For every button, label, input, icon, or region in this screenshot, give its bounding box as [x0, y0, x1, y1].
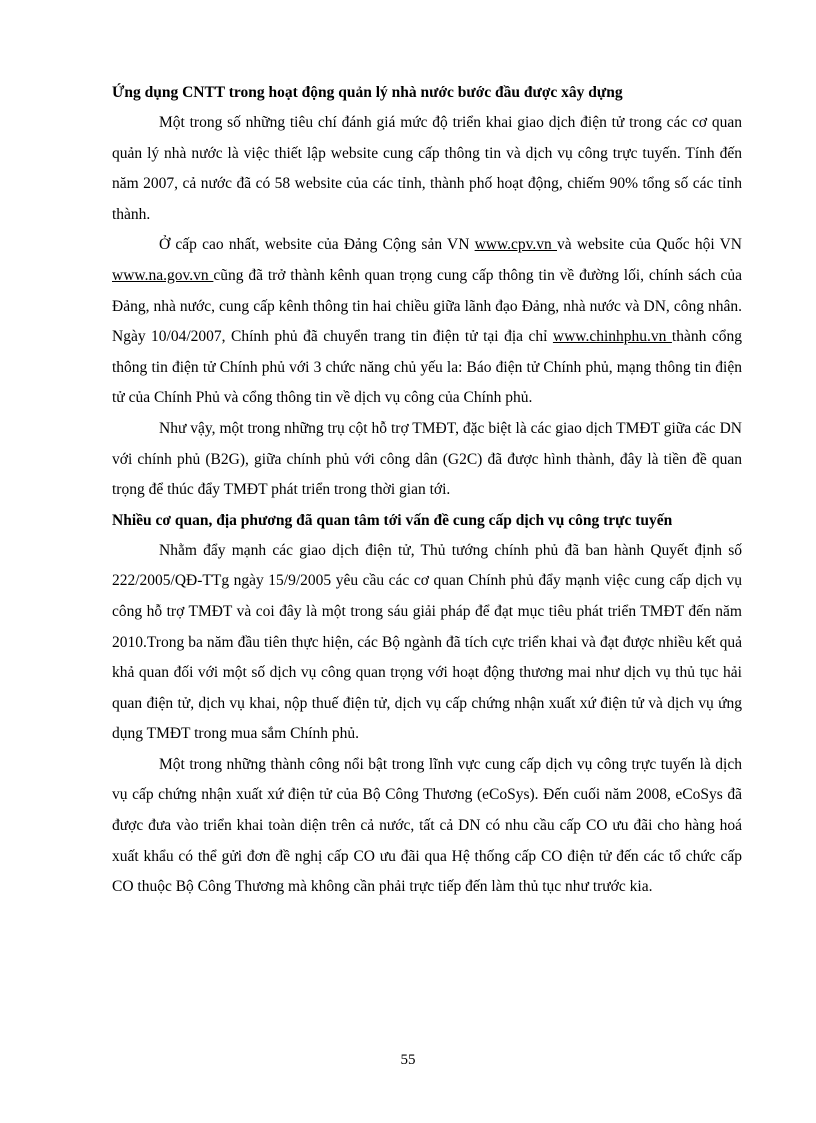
text-segment: thành cổng thông tin điện tử Chính phủ với 3 chức năng chủ yếu la: Báo điện tử Chính phủ, mạng thông tin điện tử của Chính Phủ và cổng thông tin về dịch vụ công của Chính phủ.	[112, 328, 742, 407]
text-segment: Ở cấp cao nhất, website của Đảng Cộng sản VN	[159, 236, 475, 254]
paragraph-ecosys: Một trong những thành công nổi bật trong lĩnh vực cung cấp dịch vụ công trực tuyến là dịch vụ cấp chứng nhận xuất xứ điện tử của Bộ Công Thương (eCoSys). Đến cuối năm 2008, eCoSys đã được đưa vào triển khai toàn diện trên cả nước, tất cả DN có nhu cầu cấp CO ưu đãi cho hàng hoá xuất khẩu có thể gửi đơn đề nghị cấp CO ưu đãi qua Hệ thống cấp CO điện tử đến các tổ chức cấp CO thuộc Bộ Công Thương mà không cần phải trực tiếp đến làm thủ tục như trước kia.	[112, 755, 742, 896]
section-heading-public-services: Nhiều cơ quan, địa phương đã quan tâm tới vấn đề cung cấp dịch vụ công trực tuyến	[112, 511, 673, 529]
text-segment: và website của Quốc hội VN	[557, 236, 742, 254]
paragraph-websites: Một trong số những tiêu chí đánh giá mức độ triển khai giao dịch điện tử trong các cơ quan quản lý nhà nước là việc thiết lập website cung cấp thông tin và dịch vụ công trực tuyến. Tính đến năm 2007, cả nước đã có 58 website của các tỉnh, thành phố hoạt động, chiếm 90% tổng số các tỉnh thành.	[112, 114, 742, 223]
document-body	[112, 78, 742, 903]
link-cpv[interactable]: www.cpv.vn	[474, 236, 557, 254]
link-na-gov[interactable]: www.na.gov.vn	[112, 266, 214, 284]
section-heading-it-application: Ứng dụng CNTT trong hoạt động quản lý nhà nước bước đầu được xây dựng	[112, 84, 623, 101]
text-segment: cũng đã trở thành kênh quan trọng cung cấp thông tin về đường lối, chính sách của Đảng, nhà nước, cung cấp kênh thông tin hai chiều giữa lãnh đạo Đảng, nhà nước và DN, công nhân. Ngày 10/04/2007, Chính phủ đã chuyển trang tin điện tử tại địa chỉ	[112, 266, 742, 346]
paragraph-top-level-websites	[112, 230, 742, 414]
link-chinhphu[interactable]: www.chinhphu.vn	[552, 328, 672, 346]
paragraph-ecommerce-pillars: Như vậy, một trong những trụ cột hỗ trợ TMĐT, đặc biệt là các giao dịch TMĐT giữa các DN với chính phủ (B2G), giữa chính phủ với công dân (G2C) đã được hình thành, đây là tiền đề quan trọng để thúc đẩy TMĐT phát triển trong thời gian tới.	[112, 419, 742, 499]
paragraph-decision-222: Nhằm đẩy mạnh các giao dịch điện tử, Thủ tướng chính phủ đã ban hành Quyết định số 222/2005/QĐ-TTg ngày 15/9/2005 yêu cầu các cơ quan Chính phủ đẩy mạnh việc cung cấp dịch vụ công hỗ trợ TMĐT và coi đây là một trong sáu giải pháp để đạt mục tiêu phát triển TMĐT đến năm 2010.Trong ba năm đầu tiên thực hiện, các Bộ ngành đã tích cực triển khai và đạt được nhiều kết quả khả quan đối với một số dịch vụ công quan trọng với hoạt động thương mai như dịch vụ thủ tục hải quan điện tử, dịch vụ khai, nộp thuế điện tử, dịch vụ cấp chứng nhận xuất xứ điện tử và dịch vụ ứng dụng TMĐT trong mua sắm Chính phủ.	[112, 541, 742, 743]
page-number: 55	[400, 1052, 416, 1068]
